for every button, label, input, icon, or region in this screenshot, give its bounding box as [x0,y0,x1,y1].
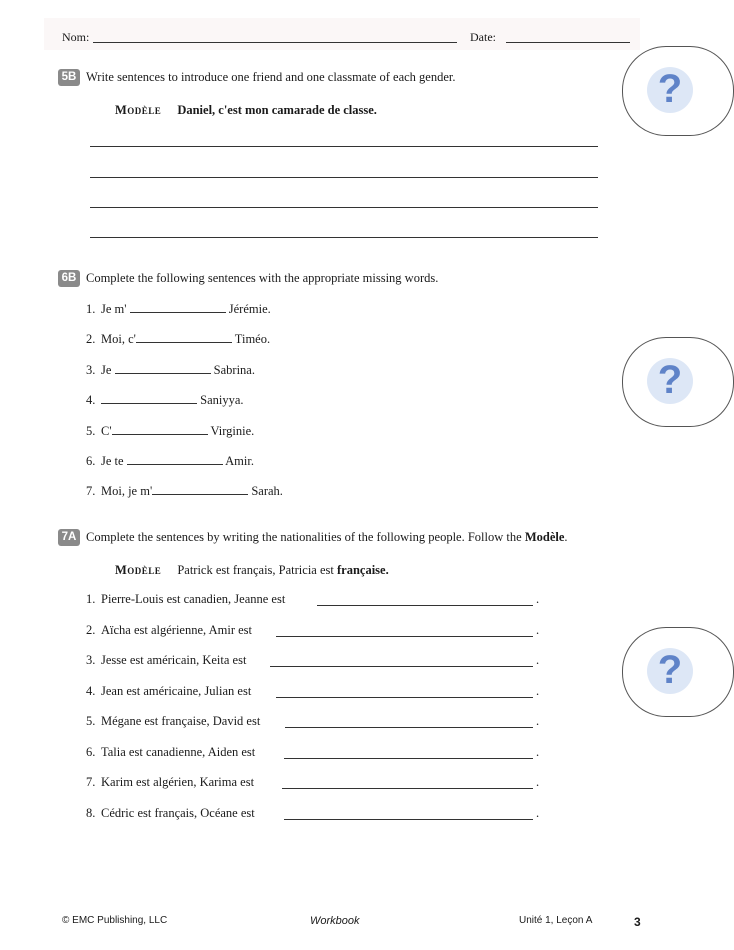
period: . [536,592,540,606]
blank-field[interactable] [130,302,226,313]
answer-line[interactable] [270,666,533,667]
answer-line[interactable] [284,758,533,759]
question-mark-icon: ? [657,648,683,692]
answer-line[interactable] [285,727,533,728]
instruction-5b: Write sentences to introduce one friend and one classmate of each gender. [86,70,456,84]
blank-field[interactable] [115,363,211,374]
blank-field[interactable] [112,424,208,435]
list-item: 1. Je m' Jérémie. [86,302,271,316]
period: . [536,714,540,728]
section-badge-7a: 7A [58,529,80,546]
help-tab[interactable] [622,337,734,427]
date-label: Date: [470,30,496,44]
list-item: 2. Moi, c' Timéo. [86,332,271,346]
period: . [536,745,540,759]
modele-text: Daniel, c'est mon camarade de classe. [177,103,377,117]
footer-unit: Unité 1, Leçon A [519,915,593,926]
answer-line[interactable] [276,636,533,637]
footer-title: Workbook [310,915,360,927]
page-number: 3 [634,915,641,929]
modele-label: Modèle [115,563,162,577]
blank-field[interactable] [136,332,232,343]
blank-field[interactable] [127,454,223,465]
answer-line[interactable] [276,697,533,698]
modele-label: Modèle [115,103,162,117]
help-tab[interactable] [622,627,734,717]
question-mark-icon: ? [657,358,683,402]
date-field[interactable] [506,42,630,43]
modele-5b [115,103,377,118]
list-item: 6. Talia est canadienne, Aiden est [86,745,256,759]
list-item: 2. Aïcha est algérienne, Amir est [86,623,252,637]
list-item: 5. C' Virginie. [86,424,255,438]
blank-field[interactable] [152,484,248,495]
list-item: 8. Cédric est français, Océane est [86,806,255,820]
list-item: 4. Saniyya. [86,393,244,407]
answer-line[interactable] [317,605,533,606]
list-item: 5. Mégane est française, David est [86,714,261,728]
modele-text: Patrick est français, Patricia est [177,563,337,577]
section-badge-6b: 6B [58,270,80,287]
answer-line[interactable] [282,788,533,789]
list-item: 1. Pierre-Louis est canadien, Jeanne est [86,592,286,606]
list-item: 4. Jean est américaine, Julian est [86,684,252,698]
blank-field[interactable] [101,393,197,404]
section-badge-5b: 5B [58,69,80,86]
modele-answer: française. [336,563,389,577]
modele-7a [115,563,389,578]
period: . [536,623,540,637]
answer-line[interactable] [284,819,533,820]
list-item: 7. Moi, je m' Sarah. [86,484,283,498]
instruction-6b: Complete the following sentences with the appropriate missing words. [86,271,439,285]
period: . [536,653,540,667]
list-item: 3. Jesse est américain, Keita est [86,653,247,667]
answer-line[interactable] [90,146,598,147]
answer-line[interactable] [90,237,598,238]
help-tab[interactable] [622,46,734,136]
list-item: 7. Karim est algérien, Karima est [86,775,255,789]
answer-line[interactable] [90,177,598,178]
period: . [536,806,540,820]
period: . [536,684,540,698]
name-field[interactable] [93,42,457,43]
footer-copyright: © EMC Publishing, LLC [62,915,168,926]
period: . [536,775,540,789]
header-bar [44,18,640,50]
question-mark-icon: ? [657,67,683,111]
answer-line[interactable] [90,207,598,208]
list-item: 3. Je Sabrina. [86,363,255,377]
instruction-7a: Complete the sentences by writing the nationalities of the following people. Follow the Modèle. [86,530,568,544]
name-label: Nom: [62,30,90,44]
list-item: 6. Je te Amir. [86,454,254,468]
